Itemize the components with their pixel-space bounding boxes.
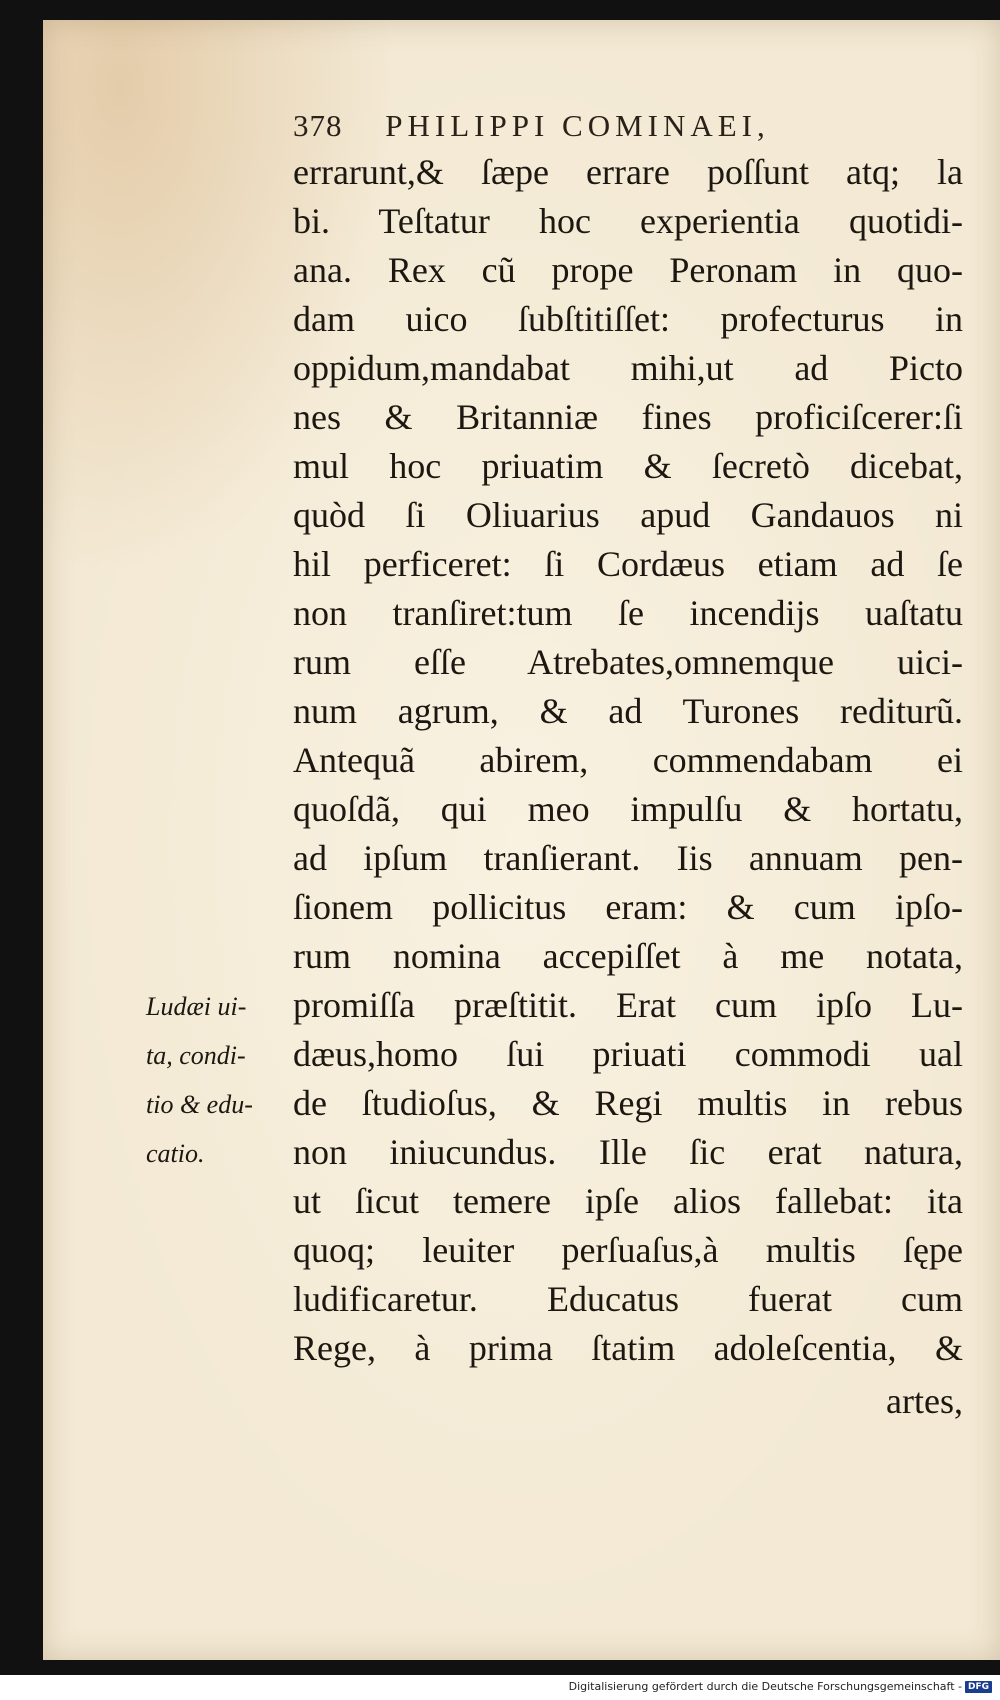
dfg-logo-icon: DFG: [965, 1681, 992, 1693]
text-line: nes & Britanniæ fines proficiſcerer:ſi: [293, 397, 963, 437]
margin-note-line: tio & edu-: [146, 1090, 253, 1119]
text-line: quoq; leuiter perſuaſus,à multis ſępe: [293, 1230, 963, 1270]
text-line: ut ſicut temere ipſe alios fallebat: ita: [293, 1181, 963, 1221]
text-line: ſionem pollicitus eram: & cum ipſo-: [293, 887, 963, 927]
margin-note-line: ta, condi-: [146, 1041, 246, 1070]
text-line: oppidum,mandabat mihi,ut ad Picto: [293, 348, 963, 388]
text-line: dæus,homo ſui priuati commodi ual: [293, 1034, 963, 1074]
text-line: ad ipſum tranſierant. Iis annuam pen-: [293, 838, 963, 878]
text-line: non iniucundus. Ille ſic erat natura,: [293, 1132, 963, 1172]
text-line: num agrum, & ad Turones rediturũ.: [293, 691, 963, 731]
text-line: de ſtudioſus, & Regi multis in rebus: [293, 1083, 963, 1123]
text-line: quoſdã, qui meo impulſu & hortatu,: [293, 789, 963, 829]
text-line: rum eſſe Atrebates,omnemque uici-: [293, 642, 963, 682]
text-line: quòd ſi Oliuarius apud Gandauos ni: [293, 495, 963, 535]
text-line: non tranſiret:tum ſe incendijs uaſtatu: [293, 593, 963, 633]
text-line: Antequã abirem, commendabam ei: [293, 740, 963, 780]
margin-note-line: Ludæi ui-: [146, 992, 247, 1021]
text-line: mul hoc priuatim & ſecretò dicebat,: [293, 446, 963, 486]
text-line: promiſſa præſtitit. Erat cum ipſo Lu-: [293, 985, 963, 1025]
digitization-credit: [569, 1680, 992, 1693]
text-line: bi. Teſtatur hoc experientia quotidi-: [293, 201, 963, 241]
catchword: artes,: [886, 1381, 963, 1421]
text-line: ludificaretur. Educatus fuerat cum: [293, 1279, 963, 1319]
text-line: dam uico ſubſtitiſſet: profecturus in: [293, 299, 963, 339]
text-line: ana. Rex cũ prope Peronam in quo-: [293, 250, 963, 290]
credit-text: Digitalisierung gefördert durch die Deutsche Forschungsgemeinschaft -: [568, 1680, 962, 1693]
page-number: 378: [293, 108, 343, 143]
page-header: [293, 108, 770, 144]
text-line: hil perficeret: ſi Cordæus etiam ad ſe: [293, 544, 963, 584]
margin-note: [146, 982, 286, 1178]
running-title: PHILIPPI COMINAEI,: [385, 108, 770, 143]
main-text: [293, 148, 963, 1426]
margin-note-line: catio.: [146, 1139, 205, 1168]
text-line: errarunt,& ſæpe errare poſſunt atq; la: [293, 152, 963, 192]
text-line: Rege, à prima ſtatim adoleſcentia, &: [293, 1328, 963, 1368]
text-line: rum nomina accepiſſet à me notata,: [293, 936, 963, 976]
